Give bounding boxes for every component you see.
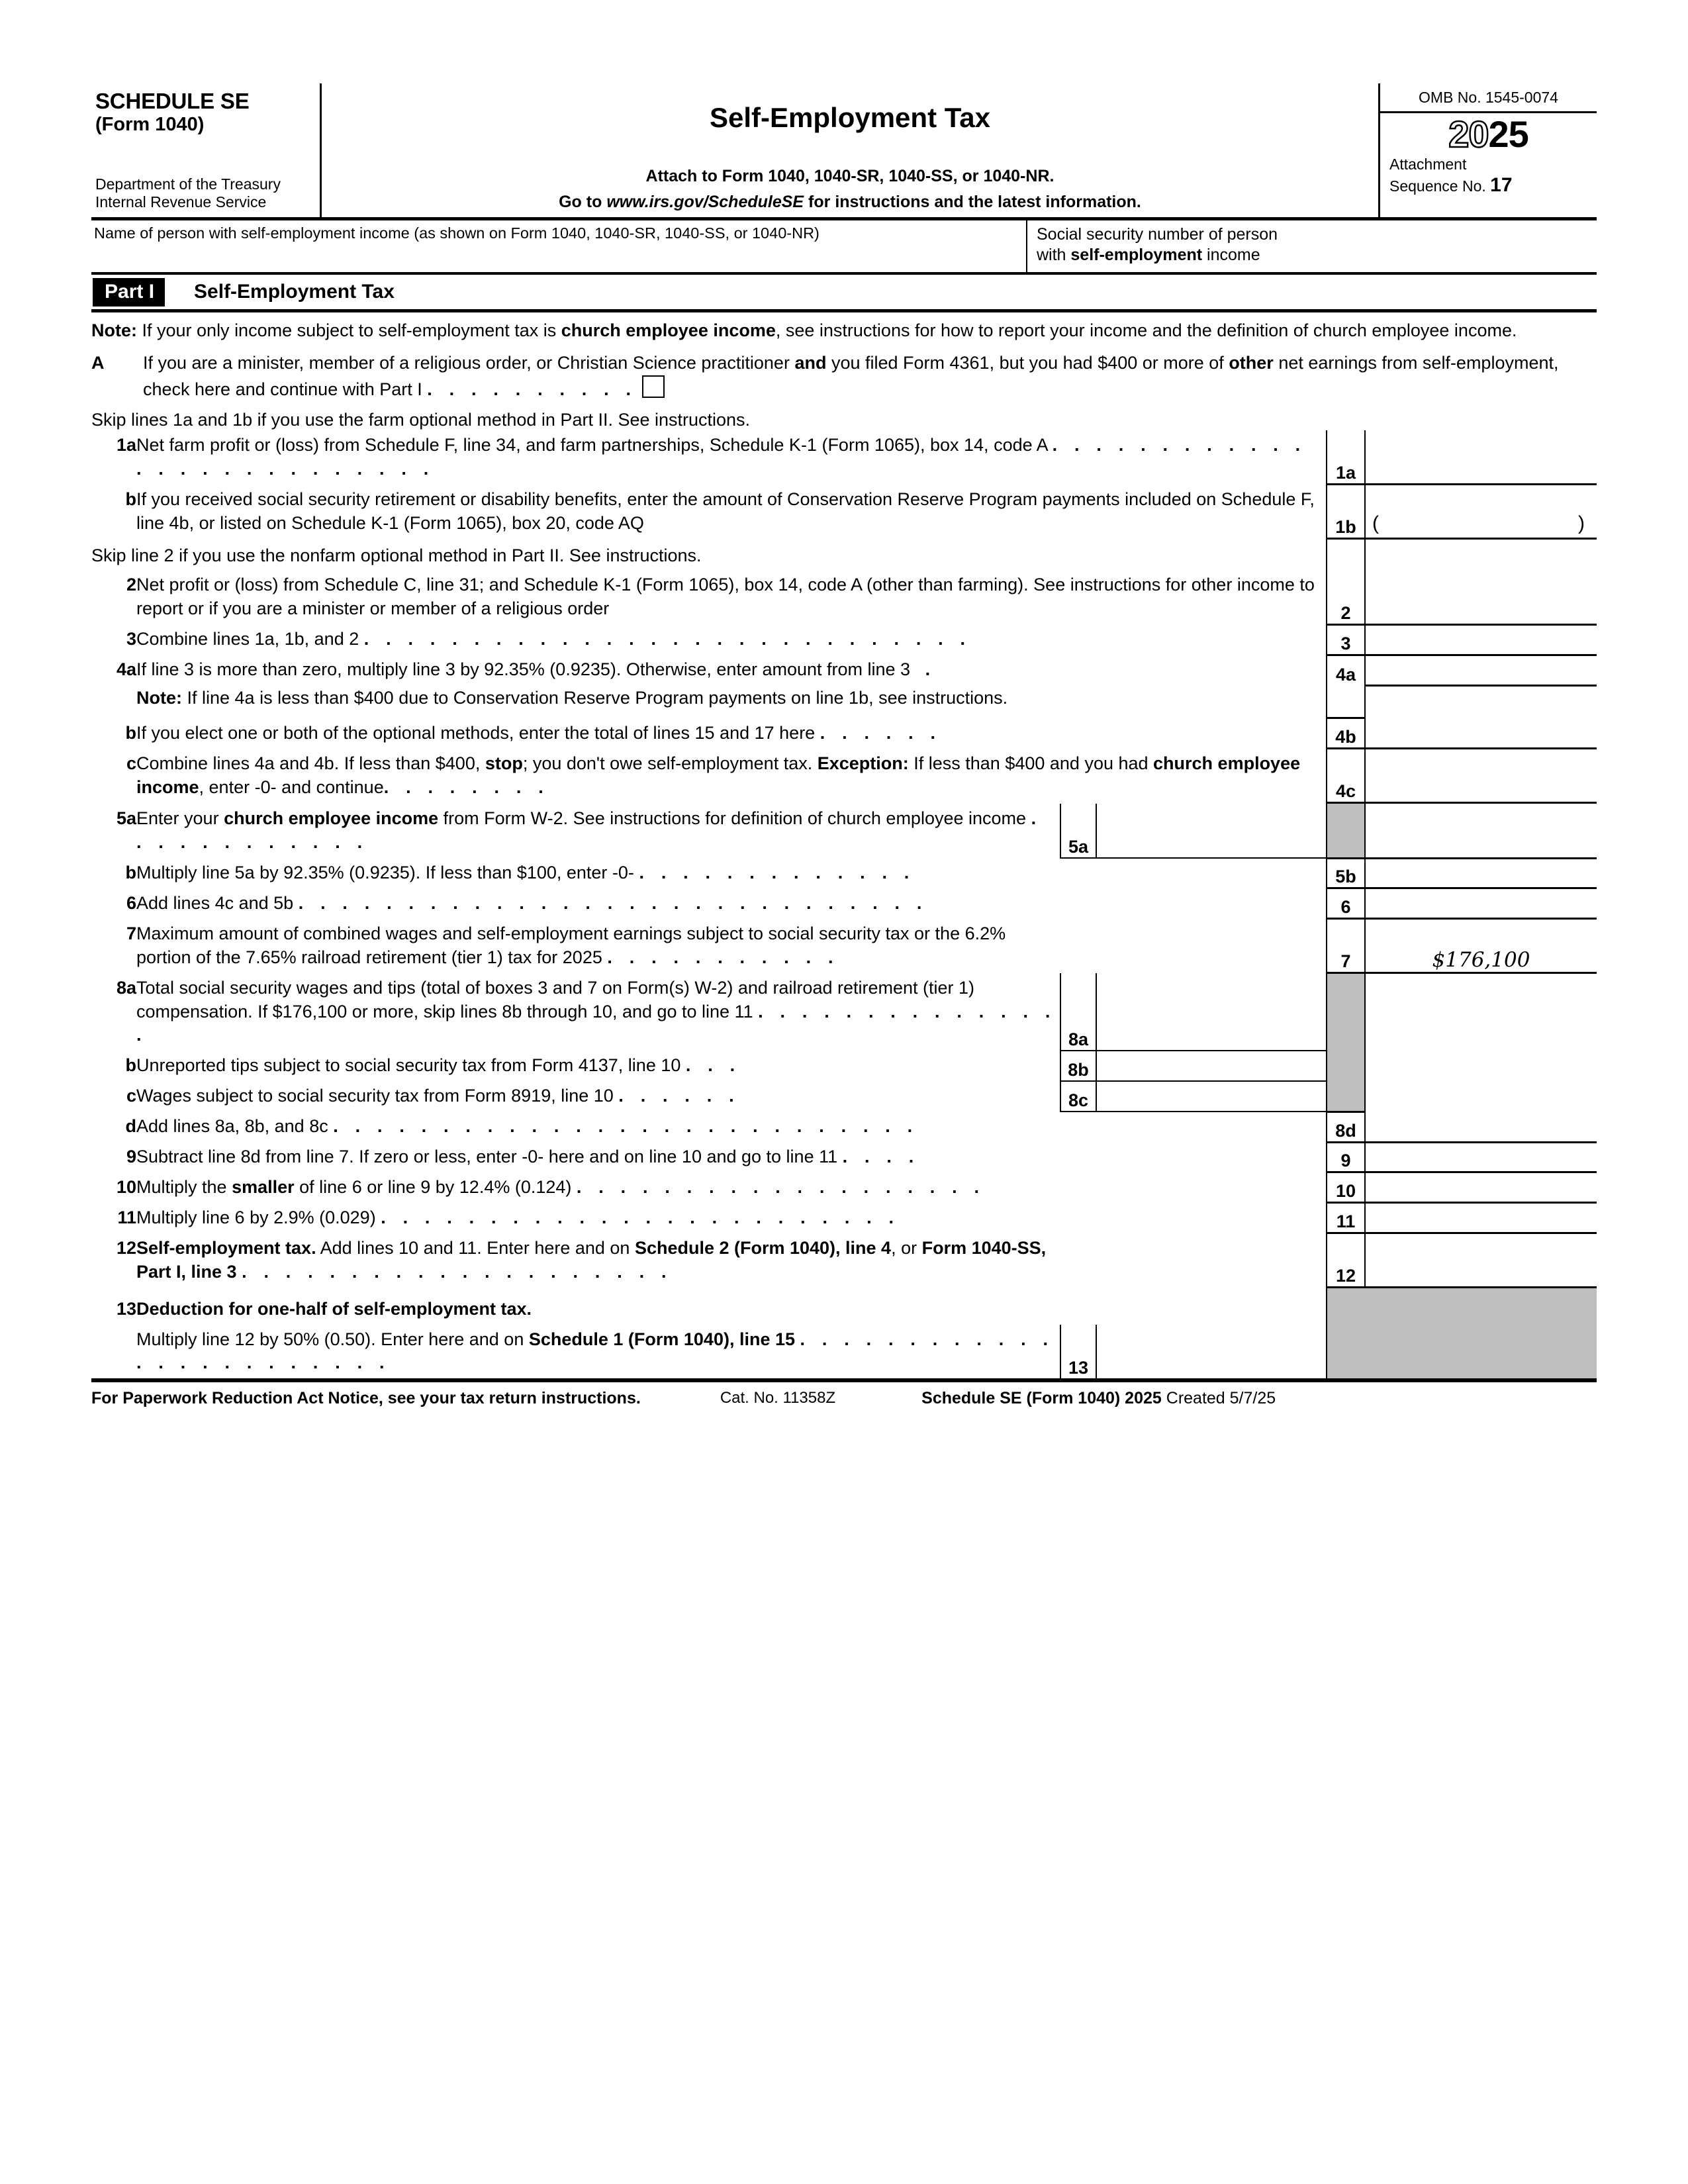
line-4a-note-lead: Note: xyxy=(136,688,182,708)
note-text-1: If your only income subject to self-employment tax is xyxy=(137,320,561,340)
line-8d-text xyxy=(136,1112,1060,1142)
ssn-label-suffix: income xyxy=(1202,245,1260,264)
sequence-number: 17 xyxy=(1490,174,1513,197)
line-5a-sub-amount[interactable] xyxy=(1096,804,1327,858)
line-8c-desc-cell xyxy=(91,1081,1060,1112)
taxpayer-identity-row xyxy=(91,220,1597,275)
line-3-dots: . . . . . . . . . . . . . . . . . . . . . . . . . . . . xyxy=(363,629,972,649)
form-footer xyxy=(91,1382,1597,1408)
line-5b-dots: . . . . . . . . . . . . . xyxy=(639,863,915,882)
line-8a-sub-box-number: 8a xyxy=(1060,973,1096,1051)
line-8c-dots: . . . . . . xyxy=(618,1086,740,1106)
table-row xyxy=(91,1203,1597,1233)
line-4a-text xyxy=(136,655,1326,685)
church-income-note xyxy=(91,319,1597,342)
l7-sub-n xyxy=(1060,919,1096,973)
table-row xyxy=(91,973,1597,1051)
note-bold-2: church employee income xyxy=(561,320,776,340)
l4c-t5: If less than $400 and you had xyxy=(908,753,1154,773)
line-13-shaded-cell-b xyxy=(1365,1288,1597,1325)
line-4a-note-spacer xyxy=(91,685,136,713)
line-1a-number: 1a xyxy=(116,434,136,455)
line-10-desc-cell xyxy=(91,1172,1060,1203)
line-8d-desc-cell xyxy=(91,1112,1060,1142)
l4c-b4: Exception: xyxy=(817,753,909,773)
line-a-label: A xyxy=(91,353,105,373)
attach-instruction: Attach to Form 1040, 1040-SR, 1040-SS, or 1040-NR. xyxy=(645,167,1055,185)
line-4a-note-body: If line 4a is less than $400 due to Conservation Reserve Program payments on line 1b, see instructions. xyxy=(182,688,1008,708)
line-13-desc-cell xyxy=(91,1325,1060,1379)
line-8c-sub-amount[interactable] xyxy=(1096,1081,1327,1112)
part-title-text: Self-Employment Tax xyxy=(194,281,395,303)
line-9-number: 9 xyxy=(126,1147,136,1167)
line-4c-number: c xyxy=(126,753,136,773)
name-field-label: Name of person with self-employment income (as shown on Form 1040, 1040-SR, 1040-SS, or 1040-NR) xyxy=(94,224,820,242)
line-4b-desc-cell xyxy=(91,718,1327,749)
line-2-number: 2 xyxy=(126,575,136,595)
line-4b-text xyxy=(136,718,1326,749)
line-12-number: 12 xyxy=(116,1237,136,1258)
line-13-number: 13 xyxy=(116,1298,136,1319)
line-7-text xyxy=(136,919,1060,973)
line-8d-dots: . . . . . . . . . . . . . . . . . . . . . . . . . . . xyxy=(333,1116,919,1137)
line-5a-text xyxy=(136,804,1060,858)
line-4b-box-number: 4b xyxy=(1327,718,1365,749)
line-1b-paren-wrap xyxy=(1366,512,1597,538)
line-1a-dots: . . . . . . . . . . . . . . . . . . . . . . . . . . xyxy=(136,434,1307,479)
table-row xyxy=(91,1233,1597,1288)
issuing-agency xyxy=(95,175,281,212)
line-12-desc-cell xyxy=(91,1233,1060,1288)
attachment-sequence xyxy=(1380,153,1597,201)
line-8a-dots: . . . . . . . . . . . . . . . xyxy=(136,1001,1056,1045)
line-4c-dots: . . . . . . . . xyxy=(383,777,549,797)
line-4c-amount[interactable] xyxy=(1365,749,1597,803)
part-header-bar xyxy=(91,275,1597,312)
line-8c-number: c xyxy=(126,1086,136,1106)
l6-body: Add lines 4c and 5b xyxy=(136,892,294,913)
schedule-subtitle: (Form 1040) xyxy=(95,113,205,135)
paren-close: ) xyxy=(1578,512,1585,535)
line-5a-desc-cell xyxy=(91,804,1060,858)
line-13-dots: . . . . . . . . . . . . . . . . . . . . . . . . xyxy=(136,1329,1055,1373)
line-1b-text: If you received social security retirement or disability benefits, enter the amount of Conservation Reserve Program payments included on Schedule F, line 4b, or listed on Schedule K-1 (Form 1065), box 20, code AQ xyxy=(136,489,1315,533)
table-row xyxy=(91,1172,1597,1203)
line-5a-number: 5a xyxy=(116,808,136,829)
ssn-field-label-line1: Social security number of person xyxy=(1037,225,1278,244)
l5b-body: Multiply line 5a by 92.35% (0.9235). If less than $100, enter -0- xyxy=(136,863,634,882)
line-1a-box-number: 1a xyxy=(1327,430,1365,485)
line-5a-right-spacer xyxy=(1365,804,1597,858)
line-8a-text xyxy=(136,973,1060,1051)
table-row xyxy=(91,430,1597,485)
l12-b5: Form 1040-SS, Part I, line 3 xyxy=(136,1237,1047,1282)
table-row xyxy=(91,1288,1597,1325)
line-a-bold-2: and xyxy=(794,353,827,373)
sequence-line xyxy=(1389,173,1597,197)
line-8b-sub-box-number: 8b xyxy=(1060,1051,1096,1081)
table-row xyxy=(91,655,1597,685)
table-row xyxy=(91,1081,1597,1112)
line-8b-number: b xyxy=(125,1055,136,1076)
line-3-number: 3 xyxy=(126,629,136,649)
line-8d-amount[interactable] xyxy=(1365,1112,1597,1142)
l13-title-bold: Deduction for one-half of self-employment tax. xyxy=(136,1298,532,1319)
line-6-text xyxy=(136,888,1060,919)
line-10-text xyxy=(136,1172,1060,1203)
line-11-number: 11 xyxy=(117,1207,136,1227)
line-8b-desc-cell xyxy=(91,1051,1060,1081)
table-row xyxy=(91,718,1597,749)
line-4a-desc-cell xyxy=(91,655,1327,685)
line-a-text-3: you filed Form 4361, but you had $400 or more of xyxy=(826,353,1229,373)
line-4b-dots: . . . . . . xyxy=(820,722,942,743)
l13t-sub-n xyxy=(1060,1288,1096,1325)
line-8c-text xyxy=(136,1081,1060,1112)
l12-sub-n xyxy=(1060,1233,1096,1288)
line-8b-shaded-cell xyxy=(1327,1051,1365,1081)
line-8c-shaded-cell xyxy=(1327,1081,1365,1112)
tax-year xyxy=(1448,113,1528,155)
year-short: 25 xyxy=(1488,113,1528,155)
note-lead: Note: xyxy=(91,320,137,340)
line-2-amount[interactable] xyxy=(1365,570,1597,624)
line-6-box-number: 6 xyxy=(1327,888,1365,919)
line-4a-amount[interactable] xyxy=(1365,655,1597,685)
spacer-num xyxy=(1327,539,1365,571)
line-2-text: Net profit or (loss) from Schedule C, line 31; and Schedule K-1 (Form 1065), box 14, code A (other than farming). See instructions for other income to report or if you are a minister or member of a religious order xyxy=(136,575,1315,619)
created-date: Created 5/7/25 xyxy=(1161,1389,1276,1408)
catalog-number: Cat. No. 11358Z xyxy=(720,1389,836,1407)
line-12-text xyxy=(136,1233,1060,1288)
l4c-b6: church employee income xyxy=(136,753,1301,797)
line-a-bold-4: other xyxy=(1229,353,1274,373)
line-12-amount[interactable] xyxy=(1365,1233,1597,1288)
l5a-t3: from Form W-2. See instructions for definition of church employee income xyxy=(438,808,1027,829)
l10-sub-n xyxy=(1060,1172,1096,1203)
line-4c-box-number: 4c xyxy=(1327,749,1365,803)
line-9-box-number: 9 xyxy=(1327,1142,1365,1172)
form-id-bold: Schedule SE (Form 1040) 2025 xyxy=(921,1389,1162,1408)
line-1b-amount[interactable] xyxy=(1365,485,1597,539)
l8d-body: Add lines 8a, 8b, and 8c xyxy=(136,1116,328,1137)
line-6-desc-cell xyxy=(91,888,1060,919)
l4c-t3: ; you don't owe self-employment tax. xyxy=(522,753,818,773)
line-9-desc-cell xyxy=(91,1142,1060,1172)
header-right-block xyxy=(1378,83,1597,217)
line-8a-shaded-cell xyxy=(1327,973,1365,1051)
table-row xyxy=(91,1051,1597,1081)
form-identifier xyxy=(921,1389,1276,1408)
line-5b-number: b xyxy=(125,863,136,882)
irs-line: Internal Revenue Service xyxy=(95,193,267,211)
table-row xyxy=(91,570,1597,624)
l12-b3: Schedule 2 (Form 1040), line 4 xyxy=(634,1237,892,1258)
attachment-label: Attachment xyxy=(1389,156,1467,173)
line-a-row xyxy=(91,352,1597,402)
line-4c-desc-cell xyxy=(91,749,1327,803)
line-4b-amount[interactable] xyxy=(1365,718,1597,749)
line-9-amount[interactable] xyxy=(1365,1142,1597,1172)
line-1a-amount[interactable] xyxy=(1365,430,1597,485)
line-a-text xyxy=(143,352,1597,402)
header-left-block xyxy=(91,83,322,217)
line-10-dots: . . . . . . . . . . . . . . . . . . . xyxy=(576,1176,986,1197)
year-century: 20 xyxy=(1448,113,1489,155)
line-8c-sub-box-number: 8c xyxy=(1060,1081,1096,1112)
line-1a-text-body: Net farm profit or (loss) from Schedule F, line 34, and farm partnerships, Schedule K-1 (Form 1065), box 14, code A xyxy=(136,434,1048,455)
l4c-t1: Combine lines 4a and 4b. If less than $400, xyxy=(136,753,485,773)
goto-suffix: for instructions and the latest information. xyxy=(804,193,1141,211)
line-8c-right-spacer xyxy=(1365,1081,1597,1112)
line-7-dots: . . . . . . . . . . . xyxy=(607,947,839,967)
line-4a-note-amt-spacer xyxy=(1365,685,1597,718)
line-8a-desc-cell xyxy=(91,973,1060,1051)
line-5b-amount[interactable] xyxy=(1365,858,1597,888)
line-6-number: 6 xyxy=(126,892,136,913)
l10-t1: Multiply the xyxy=(136,1176,232,1197)
line-11-box-number: 11 xyxy=(1327,1203,1365,1233)
line-8b-sub-amount[interactable] xyxy=(1096,1051,1327,1081)
l11-sub-a xyxy=(1096,1203,1327,1233)
goto-prefix: Go to xyxy=(559,193,607,211)
part-badge: Part I xyxy=(93,278,165,307)
schedule-se-form xyxy=(91,83,1597,1408)
l4c-b2: stop xyxy=(485,753,523,773)
line-10-amount[interactable] xyxy=(1365,1172,1597,1203)
name-field-cell[interactable] xyxy=(91,220,1027,272)
line-11-desc-cell xyxy=(91,1203,1060,1233)
spacer-amt xyxy=(1365,539,1597,571)
table-row xyxy=(91,919,1597,973)
line-11-amount[interactable] xyxy=(1365,1203,1597,1233)
l11-body: Multiply line 6 by 2.9% (0.029) xyxy=(136,1207,376,1227)
line-10-box-number: 10 xyxy=(1327,1172,1365,1203)
ssn-field-cell[interactable] xyxy=(1027,220,1597,272)
line-13-title xyxy=(136,1294,1060,1325)
line-4a-note-num-spacer xyxy=(1327,685,1365,718)
sequence-label: Sequence No. xyxy=(1389,177,1491,195)
line-5a-dots: . . . . . . . . . . . . xyxy=(136,808,1043,853)
line-5a-sub-box-number: 5a xyxy=(1060,804,1096,858)
l13t-sub-a xyxy=(1096,1288,1327,1325)
table-row xyxy=(91,1142,1597,1172)
l6-sub-n xyxy=(1060,888,1096,919)
dept-treasury-line: Department of the Treasury xyxy=(95,175,281,193)
line-8a-number: 8a xyxy=(116,977,136,998)
line-1a-text xyxy=(136,430,1326,485)
ssn-field-label-line2 xyxy=(1037,245,1597,265)
line-11-text xyxy=(136,1203,1060,1233)
line-a-checkbox[interactable] xyxy=(642,375,665,398)
l7-sub-a xyxy=(1096,919,1327,973)
part-title xyxy=(194,281,395,303)
irs-url[interactable]: www.irs.gov/ScheduleSE xyxy=(606,193,804,211)
l9-sub-n xyxy=(1060,1142,1096,1172)
l12-sub-a xyxy=(1096,1233,1327,1288)
table-row xyxy=(91,1112,1597,1142)
line-8b-text xyxy=(136,1051,1060,1081)
form-header xyxy=(91,83,1597,220)
lines-table-upper xyxy=(91,430,1597,804)
l7-body: Maximum amount of combined wages and self-employment earnings subject to social security tax or the 6.2% portion of the 7.65% railroad retirement (tier 1) tax for 2025 xyxy=(136,923,1006,967)
line-10-number: 10 xyxy=(116,1176,136,1197)
line-7-desc-cell xyxy=(91,919,1060,973)
l10-b2: smaller xyxy=(232,1176,295,1197)
l10-t3: of line 6 or line 9 by 12.4% (0.124) xyxy=(294,1176,572,1197)
l10-sub-a xyxy=(1096,1172,1327,1203)
line-4a-text-body: If line 3 is more than zero, multiply line 3 by 92.35% (0.9235). Otherwise, enter amount from line 3 xyxy=(136,659,911,680)
l9-body: Subtract line 8d from line 7. If zero or less, enter -0- here and on line 10 and go to line 11 xyxy=(136,1147,838,1167)
line-a-dots: . . . . . . . . . . xyxy=(427,379,637,399)
line-3-desc-cell xyxy=(91,624,1327,655)
line-a-text-1: If you are a minister, member of a religious order, or Christian Science practitioner xyxy=(143,353,795,373)
line-8d-box-number: 8d xyxy=(1327,1112,1365,1142)
line-7-number: 7 xyxy=(126,923,136,943)
line-13-title-cell xyxy=(91,1288,1060,1325)
line-13-text xyxy=(136,1325,1060,1379)
l5b-sub-n xyxy=(1060,858,1096,888)
l8d-sub-n xyxy=(1060,1112,1096,1142)
line-4a-number: 4a xyxy=(116,659,136,680)
line-3-text xyxy=(136,624,1326,655)
line-5b-text xyxy=(136,858,1060,888)
line-9-text xyxy=(136,1142,1060,1172)
line-12-dots: . . . . . . . . . . . . . . . . . . . . xyxy=(242,1261,673,1282)
line-8d-number: d xyxy=(125,1116,136,1137)
line-1b-box-number: 1b xyxy=(1327,485,1365,539)
ssn-label-prefix: with xyxy=(1037,245,1071,264)
line-1b-desc-cell xyxy=(91,485,1327,539)
line-13-number-spacer xyxy=(91,1325,136,1379)
line-5b-box-number: 5b xyxy=(1327,858,1365,888)
l5a-b2: church employee income xyxy=(224,808,439,829)
line-6-amount[interactable] xyxy=(1365,888,1597,919)
skip-note-row xyxy=(91,539,1597,571)
line-13-sub-amount[interactable] xyxy=(1096,1325,1327,1379)
line-4a-note-cell xyxy=(91,685,1327,718)
line-4c-text xyxy=(136,749,1326,803)
line-8b-dots: . . . xyxy=(685,1055,741,1076)
line-6-dots: . . . . . . . . . . . . . . . . . . . . . . . . . . . . . xyxy=(298,892,928,913)
goto-instruction xyxy=(328,193,1372,212)
omb-number: OMB No. 1545-0074 xyxy=(1380,83,1597,113)
table-row xyxy=(91,804,1597,858)
line-4a-dots: . xyxy=(925,659,937,680)
table-row xyxy=(91,685,1597,718)
tax-year-block xyxy=(1380,113,1597,153)
l12-t4: , or xyxy=(891,1237,922,1258)
line-5a-shaded-cell xyxy=(1327,804,1365,858)
line-a-text-5: net earnings from self-employment, check here and continue with Part I xyxy=(143,353,1559,399)
line-8a-sub-amount[interactable] xyxy=(1096,973,1327,1051)
l8d-sub-a xyxy=(1096,1112,1327,1142)
line-13-sub-box-number: 13 xyxy=(1060,1325,1096,1379)
l9-sub-a xyxy=(1096,1142,1327,1172)
l11-sub-n xyxy=(1060,1203,1096,1233)
line-7-amount: $176,100 xyxy=(1365,919,1597,973)
l13-t1: Multiply line 12 by 50% (0.50). Enter here and on xyxy=(136,1329,529,1349)
table-row xyxy=(91,624,1597,655)
l8b-body: Unreported tips subject to social security tax from Form 4137, line 10 xyxy=(136,1055,681,1076)
line-2-desc-cell xyxy=(91,570,1327,624)
line-13-shaded-cell-a xyxy=(1327,1288,1365,1325)
l6-sub-a xyxy=(1096,888,1327,919)
paren-open: ( xyxy=(1372,512,1379,535)
l8c-body: Wages subject to social security tax from Form 8919, line 10 xyxy=(136,1086,614,1106)
l12-b1: Self-employment tax. xyxy=(136,1237,316,1258)
line-3-amount[interactable] xyxy=(1365,624,1597,655)
line-4a-box-number: 4a xyxy=(1327,655,1365,685)
table-row xyxy=(91,485,1597,539)
schedule-title: SCHEDULE SE xyxy=(95,89,250,113)
header-center-block xyxy=(322,83,1378,217)
table-row xyxy=(91,888,1597,919)
l13-b2: Schedule 1 (Form 1040), line 15 xyxy=(528,1329,795,1349)
line-11-dots: . . . . . . . . . . . . . . . . . . . . . . . . xyxy=(381,1207,900,1227)
table-row xyxy=(91,749,1597,803)
line-4a-note-text xyxy=(136,685,1326,713)
l8a-body: Total social security wages and tips (total of boxes 3 and 7 on Form(s) W-2) and railroad retirement (tier 1) compensation. If $176,100 or more, skip lines 8b through 10, and go to line 11 xyxy=(136,977,975,1021)
line-1b-number: b xyxy=(125,489,136,509)
line-9-dots: . . . . xyxy=(842,1147,920,1167)
table-row xyxy=(91,858,1597,888)
line-5b-desc-cell xyxy=(91,858,1060,888)
skip-note-2: Skip line 2 if you use the nonfarm optional method in Part II. See instructions. xyxy=(91,545,702,565)
page-title: Self-Employment Tax xyxy=(710,102,990,133)
line-8a-right-spacer xyxy=(1365,973,1597,1051)
line-3-text-body: Combine lines 1a, 1b, and 2 xyxy=(136,629,359,649)
table-row xyxy=(91,1325,1597,1379)
line-7-box-number: 7 xyxy=(1327,919,1365,973)
line-4b-number: b xyxy=(125,722,136,743)
lines-table-5-6 xyxy=(91,804,1597,1378)
l12-t2: Add lines 10 and 11. Enter here and on xyxy=(316,1237,635,1258)
l5a-t1: Enter your xyxy=(136,808,224,829)
paperwork-notice: For Paperwork Reduction Act Notice, see your tax return instructions. xyxy=(91,1389,641,1408)
line-8b-right-spacer xyxy=(1365,1051,1597,1081)
line-13-shaded-cell-d xyxy=(1365,1325,1597,1379)
ssn-label-bold: self-employment xyxy=(1070,245,1203,264)
skip-note-1: Skip lines 1a and 1b if you use the farm optional method in Part II. See instructions. xyxy=(91,409,751,430)
line-2-box-number: 2 xyxy=(1327,570,1365,624)
line-13-shaded-cell-c xyxy=(1327,1325,1365,1379)
l5b-sub-a xyxy=(1096,858,1327,888)
l4c-t7: , enter -0- and continue xyxy=(199,777,384,797)
line-1a-desc-cell xyxy=(91,430,1327,485)
line-3-box-number: 3 xyxy=(1327,624,1365,655)
note-text-3: , see instructions for how to report your income and the definition of church employee income. xyxy=(775,320,1517,340)
line-4b-text-body: If you elect one or both of the optional methods, enter the total of lines 15 and 17 here xyxy=(136,722,816,743)
line-12-box-number: 12 xyxy=(1327,1233,1365,1288)
